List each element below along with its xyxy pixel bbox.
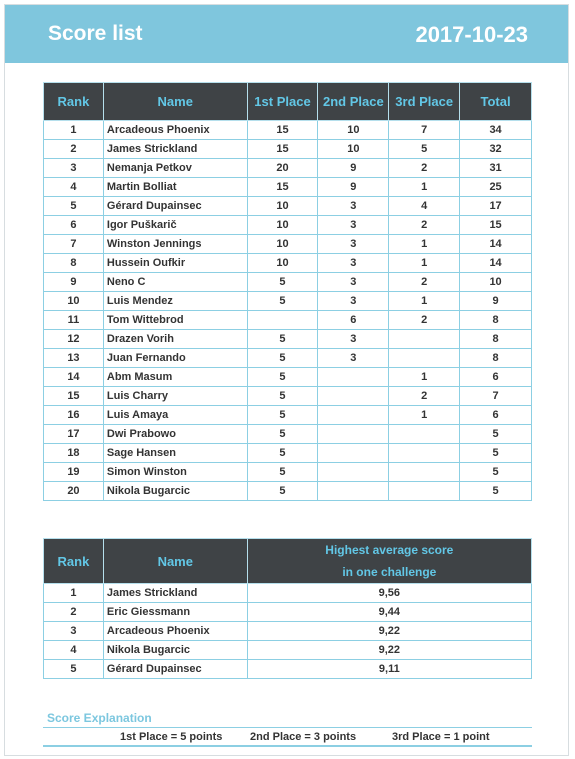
- second-place-cell: 3: [318, 254, 389, 273]
- table-row: [44, 273, 532, 292]
- first-place-cell: 10: [247, 197, 318, 216]
- first-place-cell: 10: [247, 216, 318, 235]
- page-date: 2017-10-23: [415, 22, 528, 47]
- name-cell: Neno C: [103, 273, 247, 292]
- table-row: [44, 292, 532, 311]
- score-table-header: [44, 83, 532, 121]
- name-cell: Gérard Dupainsec: [103, 197, 247, 216]
- rank-cell: 15: [44, 387, 104, 406]
- third-place-cell: 1: [389, 292, 460, 311]
- name-cell: James Strickland: [103, 584, 247, 603]
- third-place-cell: 2: [389, 159, 460, 178]
- third-place-cell: 2: [389, 216, 460, 235]
- name-cell: Eric Giessmann: [103, 603, 247, 622]
- score-explanation-title: Score Explanation: [47, 711, 152, 725]
- header-line-2: in one challenge: [342, 565, 437, 579]
- rank-cell: 11: [44, 311, 104, 330]
- rank-cell: 5: [44, 197, 104, 216]
- third-place-cell: 1: [389, 235, 460, 254]
- table-row: [44, 660, 532, 679]
- first-place-cell: 5: [247, 482, 318, 501]
- second-place-cell: 10: [318, 121, 389, 140]
- table-row: [44, 254, 532, 273]
- name-cell: James Strickland: [103, 140, 247, 159]
- name-cell: Igor Puškarič: [103, 216, 247, 235]
- second-place-cell: [318, 463, 389, 482]
- third-place-cell: [389, 425, 460, 444]
- table-row: [44, 216, 532, 235]
- first-place-cell: 5: [247, 406, 318, 425]
- first-place-cell: [247, 311, 318, 330]
- name-cell: Simon Winston: [103, 463, 247, 482]
- third-place-cell: 1: [389, 406, 460, 425]
- average-score-cell: 9,22: [247, 641, 531, 660]
- first-place-cell: 5: [247, 463, 318, 482]
- table-row: [44, 584, 532, 603]
- header-line-1: Highest average score: [325, 543, 454, 557]
- total-cell: 14: [460, 235, 532, 254]
- rank-cell: 14: [44, 368, 104, 387]
- total-cell: 25: [460, 178, 532, 197]
- second-place-cell: [318, 482, 389, 501]
- total-cell: 5: [460, 444, 532, 463]
- total-cell: 8: [460, 349, 532, 368]
- name-cell: Drazen Vorih: [103, 330, 247, 349]
- table-row: [44, 425, 532, 444]
- rank-cell: 13: [44, 349, 104, 368]
- table-row: [44, 444, 532, 463]
- table-row: [44, 121, 532, 140]
- third-place-cell: [389, 463, 460, 482]
- rule-3rd-place: 3rd Place = 1 point: [392, 731, 490, 743]
- table-row: [44, 159, 532, 178]
- score-table: [43, 82, 532, 501]
- table-row: [44, 641, 532, 660]
- rank-cell: 3: [44, 159, 104, 178]
- name-cell: Sage Hansen: [103, 444, 247, 463]
- second-place-cell: 6: [318, 311, 389, 330]
- third-place-cell: [389, 330, 460, 349]
- column-header-name: Name: [103, 83, 247, 121]
- name-cell: Abm Masum: [103, 368, 247, 387]
- total-cell: 5: [460, 463, 532, 482]
- rank-cell: 12: [44, 330, 104, 349]
- first-place-cell: 15: [247, 140, 318, 159]
- name-cell: Luis Mendez: [103, 292, 247, 311]
- divider: [43, 727, 532, 728]
- page-title: Score list: [48, 22, 143, 45]
- first-place-cell: 5: [247, 444, 318, 463]
- name-cell: Arcadeous Phoenix: [103, 622, 247, 641]
- second-place-cell: 10: [318, 140, 389, 159]
- rank-cell: 4: [44, 641, 104, 660]
- rank-cell: 19: [44, 463, 104, 482]
- total-cell: 5: [460, 482, 532, 501]
- rank-cell: 9: [44, 273, 104, 292]
- name-cell: Dwi Prabowo: [103, 425, 247, 444]
- name-cell: Juan Fernando: [103, 349, 247, 368]
- total-cell: 5: [460, 425, 532, 444]
- rank-cell: 5: [44, 660, 104, 679]
- second-place-cell: 3: [318, 292, 389, 311]
- total-cell: 34: [460, 121, 532, 140]
- second-place-cell: 3: [318, 273, 389, 292]
- second-place-cell: 3: [318, 349, 389, 368]
- rank-cell: 18: [44, 444, 104, 463]
- second-place-cell: [318, 444, 389, 463]
- rank-cell: 4: [44, 178, 104, 197]
- column-header-total: Total: [460, 83, 532, 121]
- first-place-cell: 15: [247, 121, 318, 140]
- column-header-1st-place: 1st Place: [247, 83, 318, 121]
- total-cell: 15: [460, 216, 532, 235]
- name-cell: Luis Amaya: [103, 406, 247, 425]
- total-cell: 8: [460, 330, 532, 349]
- third-place-cell: [389, 349, 460, 368]
- second-place-cell: [318, 425, 389, 444]
- second-place-cell: [318, 406, 389, 425]
- name-cell: Nemanja Petkov: [103, 159, 247, 178]
- rank-cell: 1: [44, 584, 104, 603]
- third-place-cell: [389, 482, 460, 501]
- table-row: [44, 387, 532, 406]
- column-header-3rd-place: 3rd Place: [389, 83, 460, 121]
- rank-cell: 8: [44, 254, 104, 273]
- column-header-highest-average: [247, 539, 531, 584]
- rank-cell: 20: [44, 482, 104, 501]
- third-place-cell: 1: [389, 368, 460, 387]
- second-place-cell: 3: [318, 216, 389, 235]
- second-place-cell: 3: [318, 235, 389, 254]
- header-bar: [5, 5, 568, 63]
- total-cell: 6: [460, 406, 532, 425]
- first-place-cell: 5: [247, 330, 318, 349]
- second-place-cell: 9: [318, 159, 389, 178]
- name-cell: Luis Charry: [103, 387, 247, 406]
- average-table-header: [44, 539, 532, 584]
- name-cell: Gérard Dupainsec: [103, 660, 247, 679]
- average-score-cell: 9,56: [247, 584, 531, 603]
- rank-cell: 17: [44, 425, 104, 444]
- table-row: [44, 482, 532, 501]
- table-row: [44, 463, 532, 482]
- second-place-cell: [318, 368, 389, 387]
- third-place-cell: 7: [389, 121, 460, 140]
- first-place-cell: 5: [247, 368, 318, 387]
- average-score-cell: 9,44: [247, 603, 531, 622]
- name-cell: Nikola Bugarcic: [103, 641, 247, 660]
- second-place-cell: 3: [318, 197, 389, 216]
- total-cell: 14: [460, 254, 532, 273]
- third-place-cell: 4: [389, 197, 460, 216]
- total-cell: 32: [460, 140, 532, 159]
- column-header-name: Name: [103, 539, 247, 584]
- first-place-cell: 5: [247, 292, 318, 311]
- rank-cell: 2: [44, 603, 104, 622]
- first-place-cell: 5: [247, 425, 318, 444]
- first-place-cell: 5: [247, 387, 318, 406]
- rank-cell: 6: [44, 216, 104, 235]
- rank-cell: 16: [44, 406, 104, 425]
- table-row: [44, 330, 532, 349]
- rank-cell: 7: [44, 235, 104, 254]
- third-place-cell: [389, 444, 460, 463]
- column-header-rank: Rank: [44, 539, 104, 584]
- rank-cell: 2: [44, 140, 104, 159]
- column-header-rank: Rank: [44, 83, 104, 121]
- total-cell: 17: [460, 197, 532, 216]
- second-place-cell: [318, 387, 389, 406]
- name-cell: Winston Jennings: [103, 235, 247, 254]
- third-place-cell: 1: [389, 254, 460, 273]
- first-place-cell: 10: [247, 235, 318, 254]
- rule-2nd-place: 2nd Place = 3 points: [250, 731, 357, 743]
- total-cell: 10: [460, 273, 532, 292]
- name-cell: Tom Wittebrod: [103, 311, 247, 330]
- total-cell: 6: [460, 368, 532, 387]
- second-place-cell: 9: [318, 178, 389, 197]
- table-row: [44, 368, 532, 387]
- table-row: [44, 235, 532, 254]
- name-cell: Nikola Bugarcic: [103, 482, 247, 501]
- third-place-cell: 1: [389, 178, 460, 197]
- second-place-cell: 3: [318, 330, 389, 349]
- average-score-cell: 9,11: [247, 660, 531, 679]
- first-place-cell: 20: [247, 159, 318, 178]
- third-place-cell: 2: [389, 273, 460, 292]
- name-cell: Hussein Oufkir: [103, 254, 247, 273]
- table-row: [44, 406, 532, 425]
- table-row: [44, 311, 532, 330]
- first-place-cell: 10: [247, 254, 318, 273]
- rank-cell: 1: [44, 121, 104, 140]
- third-place-cell: 5: [389, 140, 460, 159]
- third-place-cell: 2: [389, 311, 460, 330]
- total-cell: 8: [460, 311, 532, 330]
- rank-cell: 10: [44, 292, 104, 311]
- average-score-table: [43, 538, 532, 679]
- name-cell: Martin Bolliat: [103, 178, 247, 197]
- total-cell: 7: [460, 387, 532, 406]
- table-row: [44, 178, 532, 197]
- name-cell: Arcadeous Phoenix: [103, 121, 247, 140]
- average-score-cell: 9,22: [247, 622, 531, 641]
- table-row: [44, 197, 532, 216]
- table-row: [44, 603, 532, 622]
- divider: [43, 745, 532, 747]
- third-place-cell: 2: [389, 387, 460, 406]
- first-place-cell: 5: [247, 273, 318, 292]
- table-row: [44, 140, 532, 159]
- table-row: [44, 622, 532, 641]
- column-header-2nd-place: 2nd Place: [318, 83, 389, 121]
- first-place-cell: 15: [247, 178, 318, 197]
- table-row: [44, 349, 532, 368]
- total-cell: 9: [460, 292, 532, 311]
- rule-1st-place: 1st Place = 5 points: [120, 731, 223, 743]
- first-place-cell: 5: [247, 349, 318, 368]
- total-cell: 31: [460, 159, 532, 178]
- rank-cell: 3: [44, 622, 104, 641]
